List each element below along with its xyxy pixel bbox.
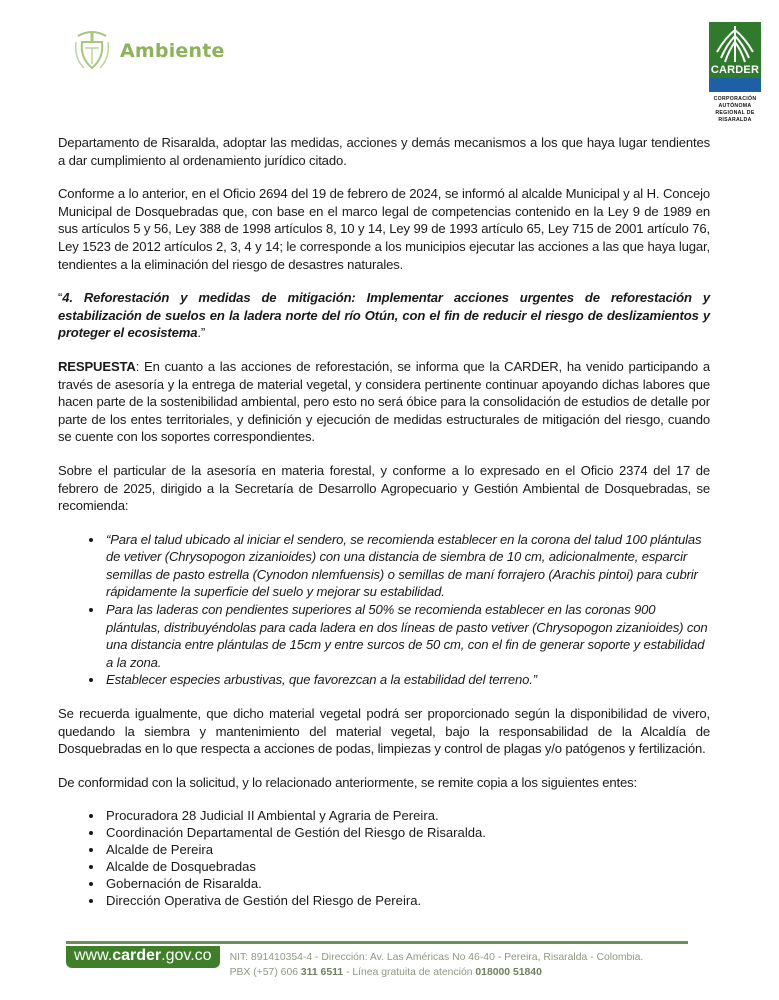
carder-subtitle-line: AUTÓNOMA xyxy=(718,103,752,109)
carder-logo-mark xyxy=(709,22,761,92)
website-prefix: www. xyxy=(74,947,113,964)
contact-info xyxy=(230,950,644,980)
page-footer xyxy=(66,941,688,980)
list-item: • Establecer especies arbustivas, que favorezcan a la estabilidad del terreno.” xyxy=(104,671,710,689)
carder-subtitle-line: CORPORACIÓN xyxy=(713,96,757,102)
address-line: NIT: 891410354-4 - Dirección: Av. Las Américas No 46-40 - Pereira, Risaralda - Colombia. xyxy=(229,952,644,963)
carder-subtitle-line: REGIONAL DE xyxy=(715,110,755,116)
list-item: • Alcalde de Pereira xyxy=(104,841,710,858)
list-item: • Alcalde de Dosquebradas xyxy=(104,858,710,875)
response-text: : En cuanto a las acciones de reforestación, se informa que la CARDER, ha venido participando a través de asesoría y la entrega de material vegetal, y considera pertinente continuar apoyando dichas labores que hacen parte de la sostenibilidad ambiental, pero esto no será óbice para la consolidación de estudios de detalle por parte de los entes territoriales, y definición y ejecución de medidas estructurales de mitigación del riesgo, cuando se cuente con los soportes correspondientes. xyxy=(58,358,710,445)
website-domain: carder xyxy=(112,947,162,964)
quote-text: 4. Reforestación y medidas de mitigación: Implementar acciones urgentes de reforestación y estabilización de suelos en la ladera norte del río Otún, con el fin de reducir el riesgo de deslizamientos y proteger el ecosistema xyxy=(58,290,710,341)
carder-logo xyxy=(709,22,761,124)
tollfree-label: - Línea gratuita de atención xyxy=(343,967,476,978)
quote-open: “ xyxy=(58,290,63,306)
paragraph-forestry-advice: Sobre el particular de la asesoría en materia forestal, y conforme a lo expresado en el Oficio 2374 del 17 de febrero de 2025, dirigido a la Secretaría de Desarrollo Agropecuario y Gestión Ambiental de Dosquebradas, se recomienda: xyxy=(58,462,710,514)
tree-icon xyxy=(709,22,761,66)
recommendations-list xyxy=(58,531,710,689)
paragraph-plant-material: Se recuerda igualmente, que dicho material vegetal podrá ser proporcionado según la disponibilidad de vivero, quedando la siembra y mantenimiento del material vegetal, bajo la responsabilidad de la Alcaldía de Dosquebradas en lo que respecta a acciones de podas, limpiezas y control de plagas y/o patógenos y fertilización. xyxy=(58,706,710,757)
list-item: • “Para el talud ubicado al iniciar el sendero, se recomienda establecer en la corona del talud 100 plántulas de vetiver (Chrysopogon zizanioides) con una distancia de siembra de 10 cm, adicionalmente, esparcir semillas de pasto estrella (Cynodon nlemfuensis) o semillas de maní forrajero (Arachis pintoi) para cubrir rápidamente la superficie del suelo y mejorar su estabilidad. xyxy=(104,531,710,601)
colombia-coat-of-arms-icon xyxy=(72,28,112,74)
paragraph-intro: Departamento de Risaralda, adoptar las medidas, acciones y demás mecanismos a los que haya lugar tendientes a dar cumplimiento al ordenamiento jurídico citado. xyxy=(58,135,710,168)
quote-close: .” xyxy=(197,325,206,341)
carder-subtitle-line: RISARALDA xyxy=(718,117,752,123)
carder-name: CARDER xyxy=(710,64,760,76)
response-paragraph xyxy=(58,358,710,446)
paragraph-legal-framework: Conforme a lo anterior, en el Oficio 2694 del 19 de febrero de 2024, se informó al alcalde Municipal y al H. Concejo Municipal de Dosquebradas que, con base en el marco legal de competencias contenido en la Ley 9 de 1989 en sus artículos 5 y 56, Ley 388 de 1998 artículos 8, 10 y 14, Ley 99 de 1993 artículo 65, Ley 715 de 2001 artículo 76, Ley 1523 de 2012 artículos 2, 3, 4 y 14; le corresponde a los municipios ejecutar las acciones a las que haya lugar, tendientes a la eliminación del riesgo de desastres naturales. xyxy=(58,186,710,272)
pbx-label: PBX (+57) 606 xyxy=(229,967,301,978)
letter-body xyxy=(58,134,710,909)
ministry-logo xyxy=(72,28,225,74)
website-suffix: .gov.co xyxy=(161,947,212,964)
list-item: • Coordinación Departamental de Gestión del Riesgo de Risaralda. xyxy=(104,824,710,841)
list-item: • Para las laderas con pendientes superiores al 50% se recomienda establecer en las coronas 900 plántulas, distribuyéndolas para cada ladera en dos líneas de pasto vetiver (Chrysopogon zizanioides) con una distancia entre plántulas de 15cm y entre surcos de 50 cm, con el fin de generar soporte y estabilidad a la zona. xyxy=(104,601,710,671)
phone-line xyxy=(230,965,644,980)
carder-subtitle xyxy=(709,96,761,124)
pbx-number: 311 6511 xyxy=(300,967,344,978)
water-waves-icon xyxy=(709,78,761,92)
ministry-name: Ambiente xyxy=(120,40,225,62)
list-item: • Procuradora 28 Judicial II Ambiental y Agraria de Pereira. xyxy=(104,807,710,824)
paragraph-copy-to: De conformidad con la solicitud, y lo relacionado anteriormente, se remite copia a los siguientes entes: xyxy=(58,774,638,790)
footer-divider xyxy=(66,941,688,944)
list-item: • Gobernación de Risaralda. xyxy=(104,875,710,892)
website-link[interactable] xyxy=(66,946,220,968)
recipients-list xyxy=(58,807,710,909)
tollfree-number: 018000 51840 xyxy=(475,967,542,978)
quoted-request xyxy=(58,289,710,342)
list-item: • Dirección Operativa de Gestión del Riesgo de Pereira. xyxy=(104,892,710,909)
response-label: RESPUESTA xyxy=(58,358,136,374)
